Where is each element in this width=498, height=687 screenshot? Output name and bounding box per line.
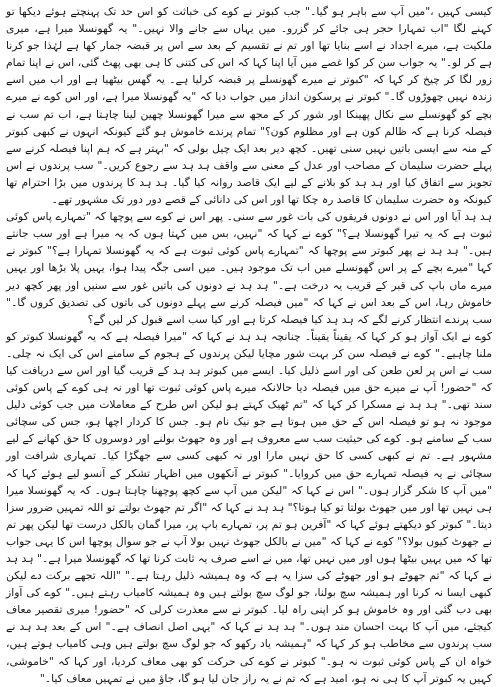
paragraph-1: کیسی کہیں ،"میں آپ سے باہر ہو گیا۔" جب کبوتر نے کوے کی خباثت کو اس حد تک پہنچتے ہوئے دیکھا تو کہنے لگا "اب تمہارا حجر ہی جائے کر گزرو۔ میں یہاں سے جانے والا نہیں۔" یہ گھونسلا میرا ہے، میری ملکیت ہے، میرے اجداد نے اسے بنایا تھا اور تم نے تقسیم کے بعد سے اس پر قبضہ جمار کھا ہے لہٰذا جو کرنا ہے کر لو۔" یہ جواب سن کر کوا غصے میں آیا اپنا کہا کہ اس کی کتنی کا ہی بھی پھٹ گئی، اس نے اپنا تمام زور لگا کر چیخ کر کہا کہ "کبوتر نے میرے گھونسلے پر قبضہ کرلیا ہے۔ یہ گھس بیٹھیا ہے اور اب میں اسے زندہ نہیں چھوڑوں گا۔" کبوتر نے پرسکون انداز میں جواب دیا کہ "یہ گھونسلا میرا ہے، اور اس کوے نے میرے بچے کو گھونسلے سے نکال پھینکا اور شور کر کے مجھ سے میرا گھونسلا چھین لینا چاہتا ہے، اب تم سب نے فیصلہ کرنا ہے کہ ظالم کون ہے اور مظلوم کون؟" تمام پرندے خاموش ہو گئے کیونکہ انہوں نے کبھی کبوتر کے منہ سے ایسی باتیں نہیں سنی تھیں۔ کچھ دیر بعد ایک چیل بولی کہ "بہتر ہے کہ ہم اپنا فیصلہ کرنے سے پہلے حضرت سلیمان کے مصاحب اور عدل کے معنی سے واقف ہد ہد سے رجوع کریں۔" سب پرندوں نے اس تجویز سے اتفاق کیا اور ہد ہد کو بلانے کے لیے ایک قاصد روانہ کیا گیا۔ ہد ہد کا پرندوں میں بڑا احترام تھا کیونکہ وہ حضرت سلیمان کا قاصد رہ چکا تھا اور اس کی دانائی کے قصے دور دور تک مشہور تھے۔ bbox=[6, 5, 492, 207]
paragraph-2: ہد ہد آیا اور اس نے دونوں فریقوں کی بات غور سے سنی۔ پھر اس نے کوے سے پوچھا کہ "تمہارے پاس کوئی ثبوت ہے کہ یہ تیرا گھونسلا ہے؟" کوے نے کہا کہ "نہیں، بس میں کہتا ہوں کہ یہ میرا ہے اور سب جانتے ہیں۔" ہد ہد نے پھر کبوتر سے پوچھا کہ "تمہارے پاس کوئی ثبوت ہے کہ یہ گھونسلا تمہارا ہے؟" کبوتر نے کہا "میرے بچے کے پر اس گھونسلے میں اب تک موجود ہیں۔ میں اسی جگہ پیدا ہوا، یہیں پلا بڑھا اور یہیں میرے ماں باپ کی قبر کے قریب یہ درخت ہے۔" ہد ہد نے دونوں کی باتیں غور سے سنیں اور پھر کچھ دیر خاموش رہا، اس کے بعد اس نے کہا کہ "میں فیصلہ کرنے سے پہلے دونوں کی باتوں کی تصدیق کروں گا۔" سب پرندے انتظار کرنے لگے کہ ہد ہد کیا فیصلہ کرتا ہے اور کیا سب اسے قبول کر لیں گے؟ bbox=[6, 210, 492, 326]
paragraph-3: کوے نے ایک آواز ہو کر کہا کہ یقیناً یقیناً۔ چنانچہ ہد ہد نے کہا کہ "میرا فیصلہ ہے کہ یہ گھونسلا کبوتر کو ملنا چاہیے۔" کوے نے فیصلہ سن کر بہت شور مچایا لیکن پرندوں کے ہجوم کے سامنے اس کی ایک نہ چلی۔ سب نے اس پر لعن طعن کی اور اسے ذلیل کیا۔ ایسے میں کبوتر ہد ہد کے قریب گیا اور اس سے دریافت کیا کہ "حضور! آپ نے میرے حق میں فیصلہ دیا حالانکہ میرے پاس کوئی ثبوت تھا اور نہ ہی کوے کے پاس کوئی سند تھی۔" ہد ہد نے مسکرا کر کہا کہ "تم ٹھیک کہتے ہو لیکن اس طرح کے معاملات میں جب کوئی دلیل موجود نہ ہو تو فیصلہ اس کے حق میں ہوتا ہے جو نیک نام ہو۔ جس کا کردار اچھا ہو، جس کی سچائی سب کے سامنے ہو۔ کوے کی حیثیت سب سے معروف ہے اور وہ جھوٹ بولنے اور دوسروں کا حق کھانے کے لیے مشہور ہے۔ تم نے کبھی کسی کا حق نہیں مارا اور نہ کبھی کسی سے جھگڑا کیا۔ تمہاری شرافت اور سچائی نے یہ فیصلہ تمہارے حق میں کروایا۔" کبوتر نے آنکھوں میں اظہار تشکر کے آنسو لیے ہوئے کہا کہ "میں آپ کا شکر گزار ہوں۔" اس نے کہا کہ "لیکن میں آپ سے کچھ پوچھنا چاہتا ہوں۔ کہ یہ گھونسلا میرا ہی نہیں تھا اور میں جھوٹ بولتا تو کیا ہوتا؟" ہد ہد نے کہا کہ "اگر تم جھوٹ بولتے تو اللہ تمہیں ضرور سزا دیتا۔" کبوتر کو دیکھتے ہوئے کہا کہ "آفرین ہو تم پر، تمہارے باپ پر، میرا گمان بالکل درست تھا لیکن پھر تم نے جھوٹ کیوں بولا؟" کوے نے کہا کہ "میں نے بالکل جھوٹ نہیں بولا آپ نے جو سوال پوچھا اس کا یہی جواب تھا کہ میں یہیں بیٹھا ہوں اور میں نہیں تھا، میں نے اسے صرف یہ ثابت کرنا تھا کہ گھونسلا میرا ہے۔" ہد ہد نے کہا کہ "تم جھوٹے ہو اور جھوٹے کی سزا یہ ہے کہ وہ ہمیشہ ذلیل رہتا ہے۔" "اللہ تجھے برکت دے لیکن کبھی ایسا نہ کرنا اور ہمیشہ سچ بولنا، جو لوگ سچ بولتے ہیں وہ ہمیشہ کامیاب رہتے ہیں۔" کوے کی آواز بھی دب گئی اور وہ خاموش ہو کر اپنی راہ لیا۔ کبوتر نے سے معذرت کرلی کہ "حضور! میری تقصیر معاف کیجئے، میں آپ کا بہت احسان مند ہوں۔" ہد ہد نے کہا کہ "یہی اصل انصاف ہے۔" اس کے بعد ہد ہد نے سب پرندوں سے مخاطب ہو کر کہا کہ "ہمیشہ یاد رکھو کہ جو لوگ سچ بولتے ہیں وہی کامیاب ہوتے ہیں، خواہ ان کے پاس کوئی ثبوت نہ ہو۔" کبوتر نے کوے کی حرکت کو بھی معاف کردیا، اور کہا کہ "خاموشی، کہیں یہ کبوتر آپ کا ہی نہ ہو، امید ہے کہ تم نے یہ راز جان لیا ہو گا، جاؤ میں نے تمہیں معاف کیا۔" bbox=[6, 329, 492, 685]
